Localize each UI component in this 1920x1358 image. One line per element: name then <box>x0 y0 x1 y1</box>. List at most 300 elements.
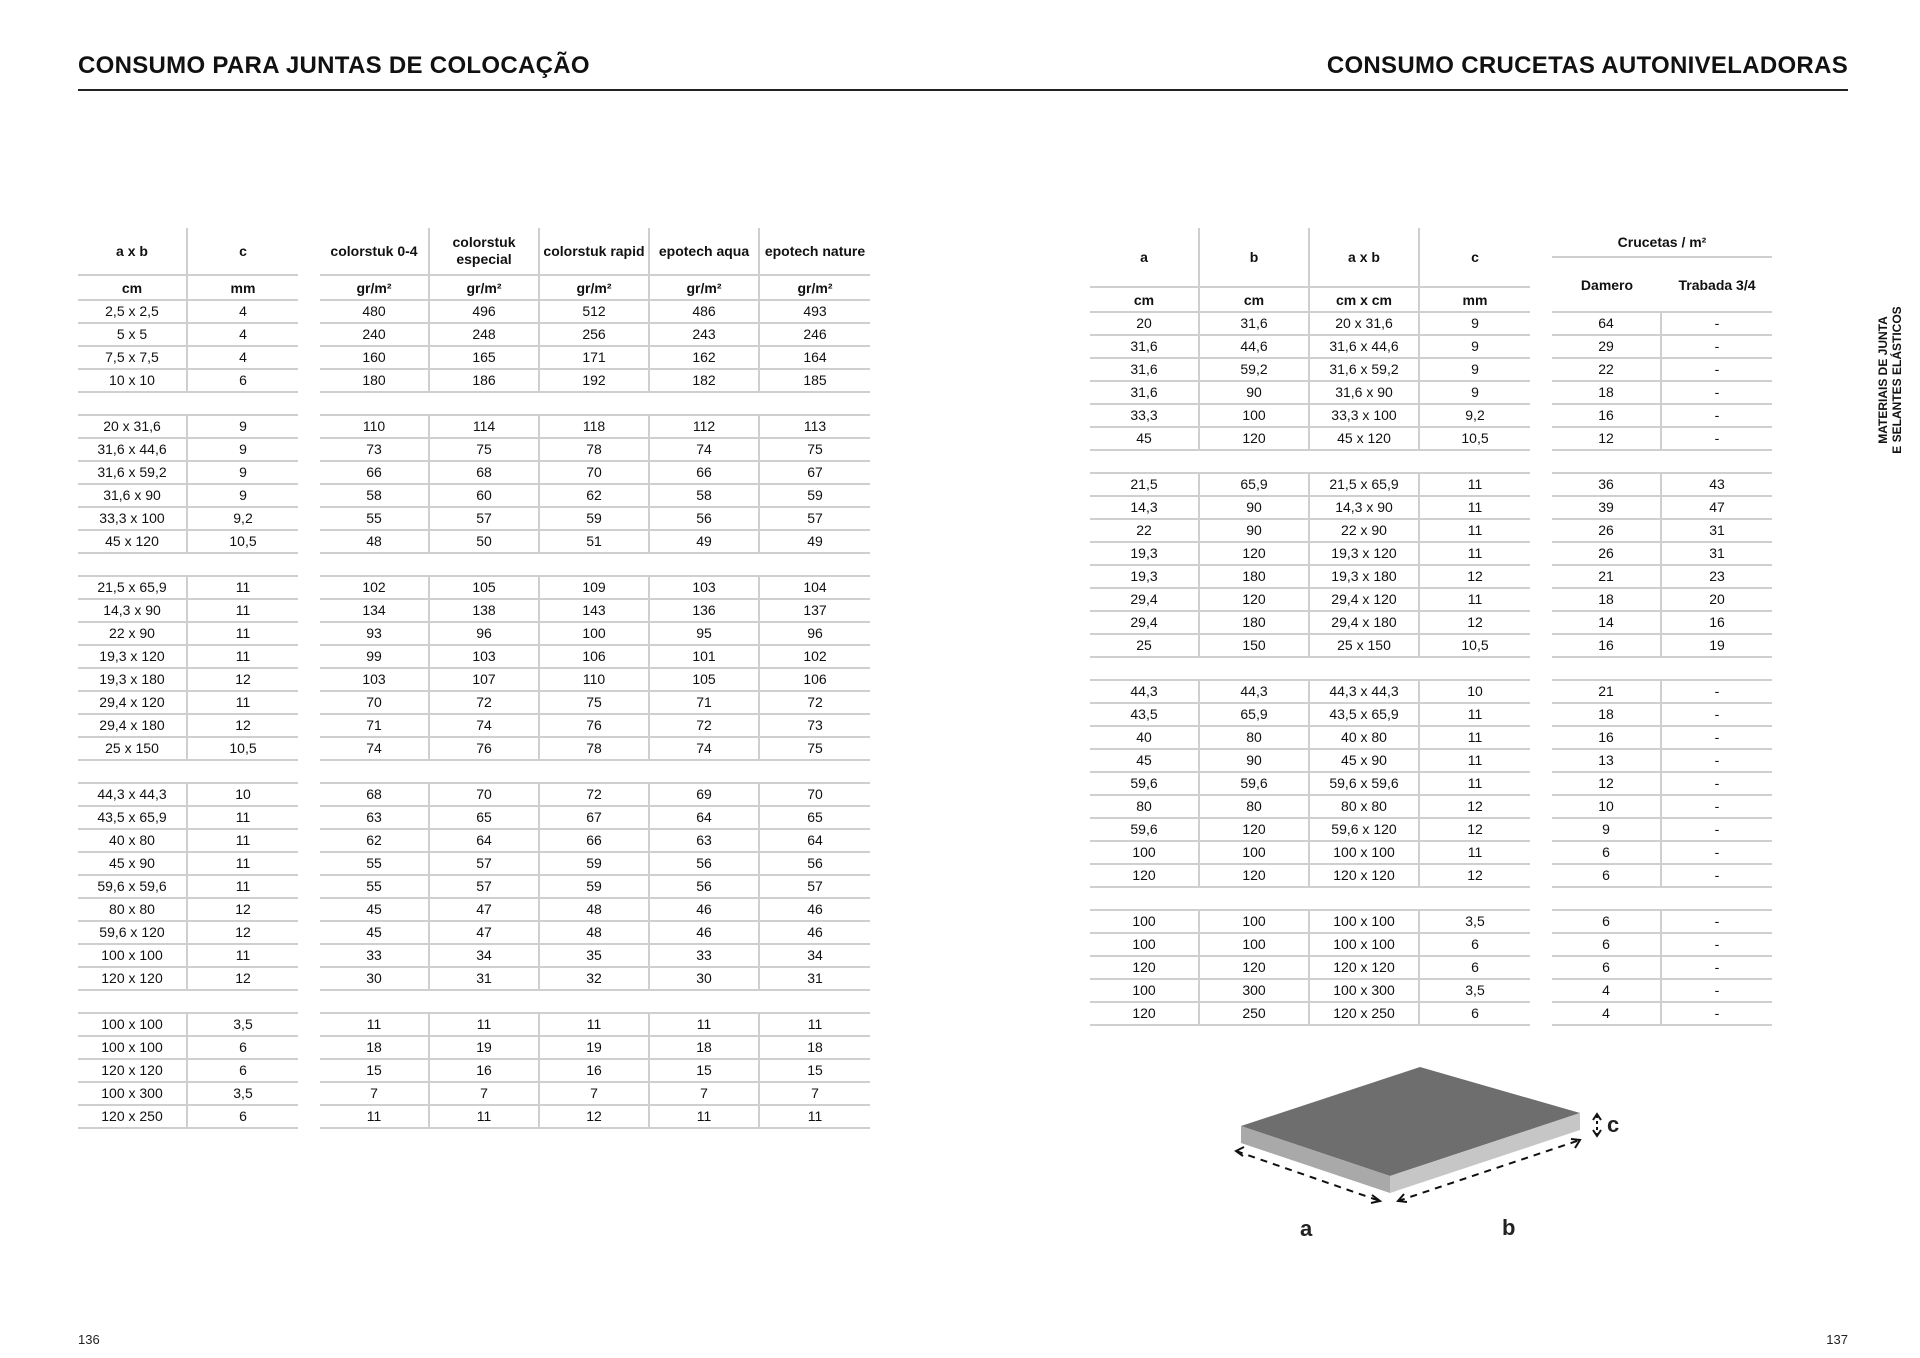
table-cell: 100 <box>1200 934 1310 957</box>
column-gap <box>298 531 320 554</box>
column-gap <box>298 899 320 922</box>
column-gap <box>298 669 320 692</box>
table-row <box>1090 566 1772 589</box>
spacer-cell <box>650 393 760 416</box>
table-cell: 31,6 x 90 <box>78 485 188 508</box>
column-gap <box>298 945 320 968</box>
table-cell: 160 <box>320 347 430 370</box>
table-cell: 180 <box>1200 612 1310 635</box>
table-cell: 78 <box>540 738 650 761</box>
table-cell: 19 <box>1662 635 1772 658</box>
table-cell: 185 <box>760 370 870 393</box>
table-row <box>78 876 870 899</box>
right-page-title: CONSUMO CRUCETAS AUTONIVELADORAS <box>1326 52 1848 79</box>
table-cell: 72 <box>540 784 650 807</box>
column-gap <box>298 922 320 945</box>
column-gap <box>1530 635 1552 658</box>
spacer-cell <box>760 991 870 1014</box>
table-cell: 68 <box>430 462 540 485</box>
table-cell: 11 <box>430 1106 540 1129</box>
table-cell: - <box>1662 865 1772 888</box>
table-cell: 55 <box>320 508 430 531</box>
table-cell: 11 <box>188 830 298 853</box>
table-cell: 9,2 <box>1420 405 1530 428</box>
table-cell: - <box>1662 819 1772 842</box>
table-cell: 15 <box>650 1060 760 1083</box>
table-cell: 31,6 <box>1200 313 1310 336</box>
spacer-cell <box>1530 658 1552 681</box>
table-cell: 3,5 <box>1420 911 1530 934</box>
column-gap <box>298 462 320 485</box>
table-cell: 59,6 <box>1090 819 1200 842</box>
table-row <box>1090 980 1772 1003</box>
table-cell: 56 <box>650 876 760 899</box>
table-cell: 59,6 x 120 <box>78 922 188 945</box>
table-cell: 103 <box>320 669 430 692</box>
column-header: colorstuk rapid <box>540 228 650 276</box>
spacer-cell <box>1420 658 1530 681</box>
table-row <box>78 508 870 531</box>
column-gap <box>1530 750 1552 773</box>
table-cell: 74 <box>430 715 540 738</box>
table-cell: 44,3 <box>1090 681 1200 704</box>
table-cell: 57 <box>430 508 540 531</box>
unit-cell: cm <box>1090 288 1200 313</box>
table-cell: 9 <box>188 416 298 439</box>
table-cell: 26 <box>1552 543 1662 566</box>
column-gap <box>1530 980 1552 1003</box>
table-cell: 16 <box>1662 612 1772 635</box>
column-gap <box>1530 681 1552 704</box>
table-cell: 7 <box>650 1083 760 1106</box>
table-cell: 486 <box>650 301 760 324</box>
table-cell: 109 <box>540 577 650 600</box>
table-cell: 7 <box>760 1083 870 1106</box>
table-cell: 11 <box>188 945 298 968</box>
column-gap <box>1530 520 1552 543</box>
table-cell: 80 <box>1090 796 1200 819</box>
table-cell: 19,3 <box>1090 566 1200 589</box>
spacer-cell <box>1200 451 1310 474</box>
table-cell: 25 x 150 <box>1310 635 1420 658</box>
table-cell: 68 <box>320 784 430 807</box>
table-cell: 137 <box>760 600 870 623</box>
table-cell: 59,6 x 120 <box>1310 819 1420 842</box>
table-cell: 35 <box>540 945 650 968</box>
table-cell: 44,6 <box>1200 336 1310 359</box>
column-gap <box>298 301 320 324</box>
table-cell: 73 <box>760 715 870 738</box>
table-cell: 18 <box>650 1037 760 1060</box>
table-cell: 11 <box>188 692 298 715</box>
table-cell: 31,6 <box>1090 359 1200 382</box>
table-row <box>78 669 870 692</box>
table-cell: 120 x 120 <box>78 968 188 991</box>
spacer-cell <box>1090 658 1200 681</box>
table-cell: - <box>1662 359 1772 382</box>
column-header: c <box>188 228 298 276</box>
spacer-cell <box>298 991 320 1014</box>
group-spacer <box>78 554 870 577</box>
table-cell: 120 <box>1200 428 1310 451</box>
diagram-label-b: b <box>1502 1215 1516 1240</box>
column-gap <box>298 715 320 738</box>
table-row <box>1090 382 1772 405</box>
spacer-cell <box>430 991 540 1014</box>
spacer-cell <box>1200 658 1310 681</box>
spacer-cell <box>78 991 188 1014</box>
table-cell: 90 <box>1200 497 1310 520</box>
table-cell: 31,6 x 44,6 <box>1310 336 1420 359</box>
table-cell: 18 <box>1552 382 1662 405</box>
table-cell: 23 <box>1662 566 1772 589</box>
table-cell: 59 <box>540 853 650 876</box>
column-gap <box>1530 359 1552 382</box>
table-cell: 100 <box>1090 934 1200 957</box>
column-gap <box>1530 727 1552 750</box>
table-cell: 3,5 <box>188 1014 298 1037</box>
table-cell: 31,6 x 59,2 <box>1310 359 1420 382</box>
spacer-cell <box>78 554 188 577</box>
table-cell: 70 <box>540 462 650 485</box>
table-row <box>78 899 870 922</box>
spacer-cell <box>1310 658 1420 681</box>
table-row <box>78 1014 870 1037</box>
table-cell: 164 <box>760 347 870 370</box>
table-cell: 11 <box>188 577 298 600</box>
column-gap <box>1530 313 1552 336</box>
table-cell: 31,6 x 90 <box>1310 382 1420 405</box>
sub-header: Trabada 3/4 <box>1662 258 1772 313</box>
table-cell: 103 <box>650 577 760 600</box>
column-gap <box>298 276 320 301</box>
joint-consumption-table <box>78 228 870 1129</box>
table-cell: 74 <box>650 738 760 761</box>
table-row <box>1090 911 1772 934</box>
table-cell: 46 <box>760 899 870 922</box>
table-row <box>1090 957 1772 980</box>
table-cell: 45 x 90 <box>1310 750 1420 773</box>
spacer-cell <box>430 393 540 416</box>
table-cell: 118 <box>540 416 650 439</box>
table-cell: 11 <box>1420 474 1530 497</box>
table-row <box>78 807 870 830</box>
unit-cell: cm x cm <box>1310 288 1420 313</box>
column-gap <box>298 324 320 347</box>
table-cell: 78 <box>540 439 650 462</box>
spacer-cell <box>1530 451 1552 474</box>
column-gap <box>298 577 320 600</box>
table-cell: 120 x 120 <box>1310 957 1420 980</box>
table-cell: 120 x 120 <box>1310 865 1420 888</box>
table-cell: 43,5 <box>1090 704 1200 727</box>
table-cell: 120 x 250 <box>78 1106 188 1129</box>
table-cell: 90 <box>1200 750 1310 773</box>
table-cell: 33,3 <box>1090 405 1200 428</box>
table-cell: 45 <box>320 899 430 922</box>
table-cell: 40 x 80 <box>1310 727 1420 750</box>
table-cell: 250 <box>1200 1003 1310 1026</box>
table-cell: - <box>1662 336 1772 359</box>
table-cell: 11 <box>320 1106 430 1129</box>
column-gap <box>1530 336 1552 359</box>
table-row <box>1090 796 1772 819</box>
table-cell: 43 <box>1662 474 1772 497</box>
table-cell: 496 <box>430 301 540 324</box>
table-cell: 20 <box>1090 313 1200 336</box>
table-cell: 36 <box>1552 474 1662 497</box>
table-row <box>1090 681 1772 704</box>
column-gap <box>298 1083 320 1106</box>
spacer-cell <box>1420 451 1530 474</box>
table-cell: 75 <box>430 439 540 462</box>
table-cell: 9 <box>188 462 298 485</box>
table-cell: 47 <box>430 922 540 945</box>
side-section-label <box>1876 270 1904 490</box>
table-cell: 107 <box>430 669 540 692</box>
table-cell: 67 <box>760 462 870 485</box>
table-cell: 120 x 250 <box>1310 1003 1420 1026</box>
table-row <box>78 1106 870 1129</box>
table-cell: 100 x 300 <box>78 1083 188 1106</box>
table-cell: 12 <box>1552 773 1662 796</box>
table-cell: 93 <box>320 623 430 646</box>
table-cell: 256 <box>540 324 650 347</box>
table-cell: 493 <box>760 301 870 324</box>
table-cell: 29,4 x 120 <box>78 692 188 715</box>
table-cell: 58 <box>320 485 430 508</box>
table-cell: 12 <box>188 715 298 738</box>
left-page-number: 136 <box>78 1332 100 1347</box>
side-label-line-2: E SELANTES ELÁSTICOS <box>1890 306 1904 454</box>
header-rule <box>78 89 1848 91</box>
table-cell: 69 <box>650 784 760 807</box>
table-cell: 100 <box>1090 842 1200 865</box>
table-cell: 103 <box>430 646 540 669</box>
table-cell: 66 <box>650 462 760 485</box>
table-cell: 74 <box>320 738 430 761</box>
column-gap <box>1530 474 1552 497</box>
table-cell: 31,6 x 59,2 <box>78 462 188 485</box>
left-page-title: CONSUMO PARA JUNTAS DE COLOCAÇÃO <box>78 52 590 79</box>
table-cell: 29,4 x 120 <box>1310 589 1420 612</box>
table-cell: 100 <box>1090 911 1200 934</box>
spacer-cell <box>320 761 430 784</box>
table-cell: 105 <box>430 577 540 600</box>
table-cell: 11 <box>430 1014 540 1037</box>
table-cell: 47 <box>1662 497 1772 520</box>
table-cell: - <box>1662 980 1772 1003</box>
group-spacer <box>78 761 870 784</box>
column-gap <box>298 347 320 370</box>
table-cell: 31 <box>430 968 540 991</box>
table-cell: 105 <box>650 669 760 692</box>
table-cell: 100 x 100 <box>1310 842 1420 865</box>
table-cell: 90 <box>1200 382 1310 405</box>
table-cell: - <box>1662 428 1772 451</box>
table-cell: 73 <box>320 439 430 462</box>
table-cell: - <box>1662 842 1772 865</box>
table-cell: 59,6 x 59,6 <box>78 876 188 899</box>
group-spacer <box>78 393 870 416</box>
table-cell: 66 <box>540 830 650 853</box>
table-row <box>78 738 870 761</box>
table-cell: 120 <box>1090 1003 1200 1026</box>
column-gap <box>1530 543 1552 566</box>
spacer-cell <box>1662 451 1772 474</box>
unit-cell: gr/m² <box>430 276 540 301</box>
table-row <box>1090 543 1772 566</box>
spacer-cell <box>1552 451 1662 474</box>
table-cell: 120 <box>1200 865 1310 888</box>
table-cell: 11 <box>760 1014 870 1037</box>
table-cell: 22 x 90 <box>1310 520 1420 543</box>
table-cell: 44,3 x 44,3 <box>1310 681 1420 704</box>
table-row <box>78 715 870 738</box>
table-cell: 56 <box>650 853 760 876</box>
table-cell: 44,3 <box>1200 681 1310 704</box>
table-cell: 65,9 <box>1200 704 1310 727</box>
table-cell: 480 <box>320 301 430 324</box>
table-cell: 10 <box>1420 681 1530 704</box>
table-cell: 29,4 <box>1090 589 1200 612</box>
table-cell: 14,3 x 90 <box>78 600 188 623</box>
column-gap <box>1530 819 1552 842</box>
table-cell: 10 <box>188 784 298 807</box>
arrow-b-start-icon <box>1398 1194 1407 1202</box>
table-cell: 11 <box>188 600 298 623</box>
column-gap <box>1530 773 1552 796</box>
column-gap <box>298 1106 320 1129</box>
spacer-cell <box>188 393 298 416</box>
table-cell: 11 <box>650 1014 760 1037</box>
table-cell: 57 <box>430 876 540 899</box>
table-row <box>78 853 870 876</box>
spacer-cell <box>1662 888 1772 911</box>
table-cell: 186 <box>430 370 540 393</box>
table-row <box>1090 359 1772 382</box>
table-cell: 46 <box>650 922 760 945</box>
table-cell: 58 <box>650 485 760 508</box>
table-cell: 19 <box>430 1037 540 1060</box>
column-gap <box>298 853 320 876</box>
table-cell: 21 <box>1552 681 1662 704</box>
table-cell: 6 <box>188 1060 298 1083</box>
table-cell: 31 <box>1662 543 1772 566</box>
table-cell: 100 <box>1200 842 1310 865</box>
column-gap <box>298 646 320 669</box>
table-cell: 180 <box>1200 566 1310 589</box>
table-cell: 10,5 <box>188 531 298 554</box>
table-cell: 43,5 x 65,9 <box>78 807 188 830</box>
spacer-cell <box>650 554 760 577</box>
table-cell: - <box>1662 773 1772 796</box>
table-cell: - <box>1662 911 1772 934</box>
table-cell: 57 <box>430 853 540 876</box>
table-cell: 300 <box>1200 980 1310 1003</box>
table-cell: 59,6 <box>1090 773 1200 796</box>
table-cell: 4 <box>1552 1003 1662 1026</box>
column-gap <box>1530 382 1552 405</box>
tile-diagram <box>1230 1055 1650 1285</box>
table-row <box>78 784 870 807</box>
table-cell: 100 x 100 <box>78 945 188 968</box>
table-cell: 11 <box>1420 750 1530 773</box>
table-cell: 9,2 <box>188 508 298 531</box>
table-cell: 4 <box>1552 980 1662 1003</box>
table-cell: 46 <box>650 899 760 922</box>
table-cell: 165 <box>430 347 540 370</box>
table-cell: 95 <box>650 623 760 646</box>
table-cell: 70 <box>760 784 870 807</box>
table-cell: 48 <box>540 922 650 945</box>
table-cell: 18 <box>320 1037 430 1060</box>
unit-cell: gr/m² <box>650 276 760 301</box>
table-cell: 20 <box>1662 589 1772 612</box>
table-cell: 6 <box>1552 934 1662 957</box>
table-cell: 14 <box>1552 612 1662 635</box>
table-cell: 67 <box>540 807 650 830</box>
spacer-cell <box>1530 888 1552 911</box>
column-gap <box>298 508 320 531</box>
table-cell: 45 <box>320 922 430 945</box>
column-header: colorstuk especial <box>430 228 540 276</box>
header-row <box>78 228 870 276</box>
group-header: Crucetas / m² <box>1552 228 1772 258</box>
column-gap <box>1530 704 1552 727</box>
table-cell: 10 <box>1552 796 1662 819</box>
table-cell: 19,3 x 120 <box>1310 543 1420 566</box>
column-gap <box>1530 566 1552 589</box>
table-cell: 76 <box>430 738 540 761</box>
table-cell: 14,3 x 90 <box>1310 497 1420 520</box>
table-cell: 45 x 120 <box>1310 428 1420 451</box>
table-cell: 12 <box>188 899 298 922</box>
table-cell: 11 <box>188 646 298 669</box>
unit-cell: mm <box>188 276 298 301</box>
table-cell: 11 <box>540 1014 650 1037</box>
table-cell: 33,3 x 100 <box>1310 405 1420 428</box>
table-cell: 16 <box>1552 405 1662 428</box>
table-cell: 55 <box>320 853 430 876</box>
spacer-cell <box>540 991 650 1014</box>
table-cell: 22 <box>1090 520 1200 543</box>
table-cell: - <box>1662 957 1772 980</box>
table-cell: 59 <box>540 508 650 531</box>
table-cell: 59 <box>760 485 870 508</box>
table-cell: 9 <box>1420 313 1530 336</box>
column-gap <box>298 738 320 761</box>
table-cell: - <box>1662 796 1772 819</box>
spacer-cell <box>430 761 540 784</box>
table-cell: 6 <box>1552 957 1662 980</box>
table-row <box>78 600 870 623</box>
table-cell: 3,5 <box>1420 980 1530 1003</box>
table-cell: - <box>1662 750 1772 773</box>
table-cell: 12 <box>1420 612 1530 635</box>
table-cell: 31 <box>1662 520 1772 543</box>
table-cell: 10,5 <box>1420 635 1530 658</box>
spacer-cell <box>760 393 870 416</box>
table-cell: 113 <box>760 416 870 439</box>
table-cell: 112 <box>650 416 760 439</box>
table-cell: 7,5 x 7,5 <box>78 347 188 370</box>
spacer-cell <box>1090 451 1200 474</box>
table-cell: 32 <box>540 968 650 991</box>
table-cell: 192 <box>540 370 650 393</box>
table-cell: 65 <box>760 807 870 830</box>
column-gap <box>1530 405 1552 428</box>
